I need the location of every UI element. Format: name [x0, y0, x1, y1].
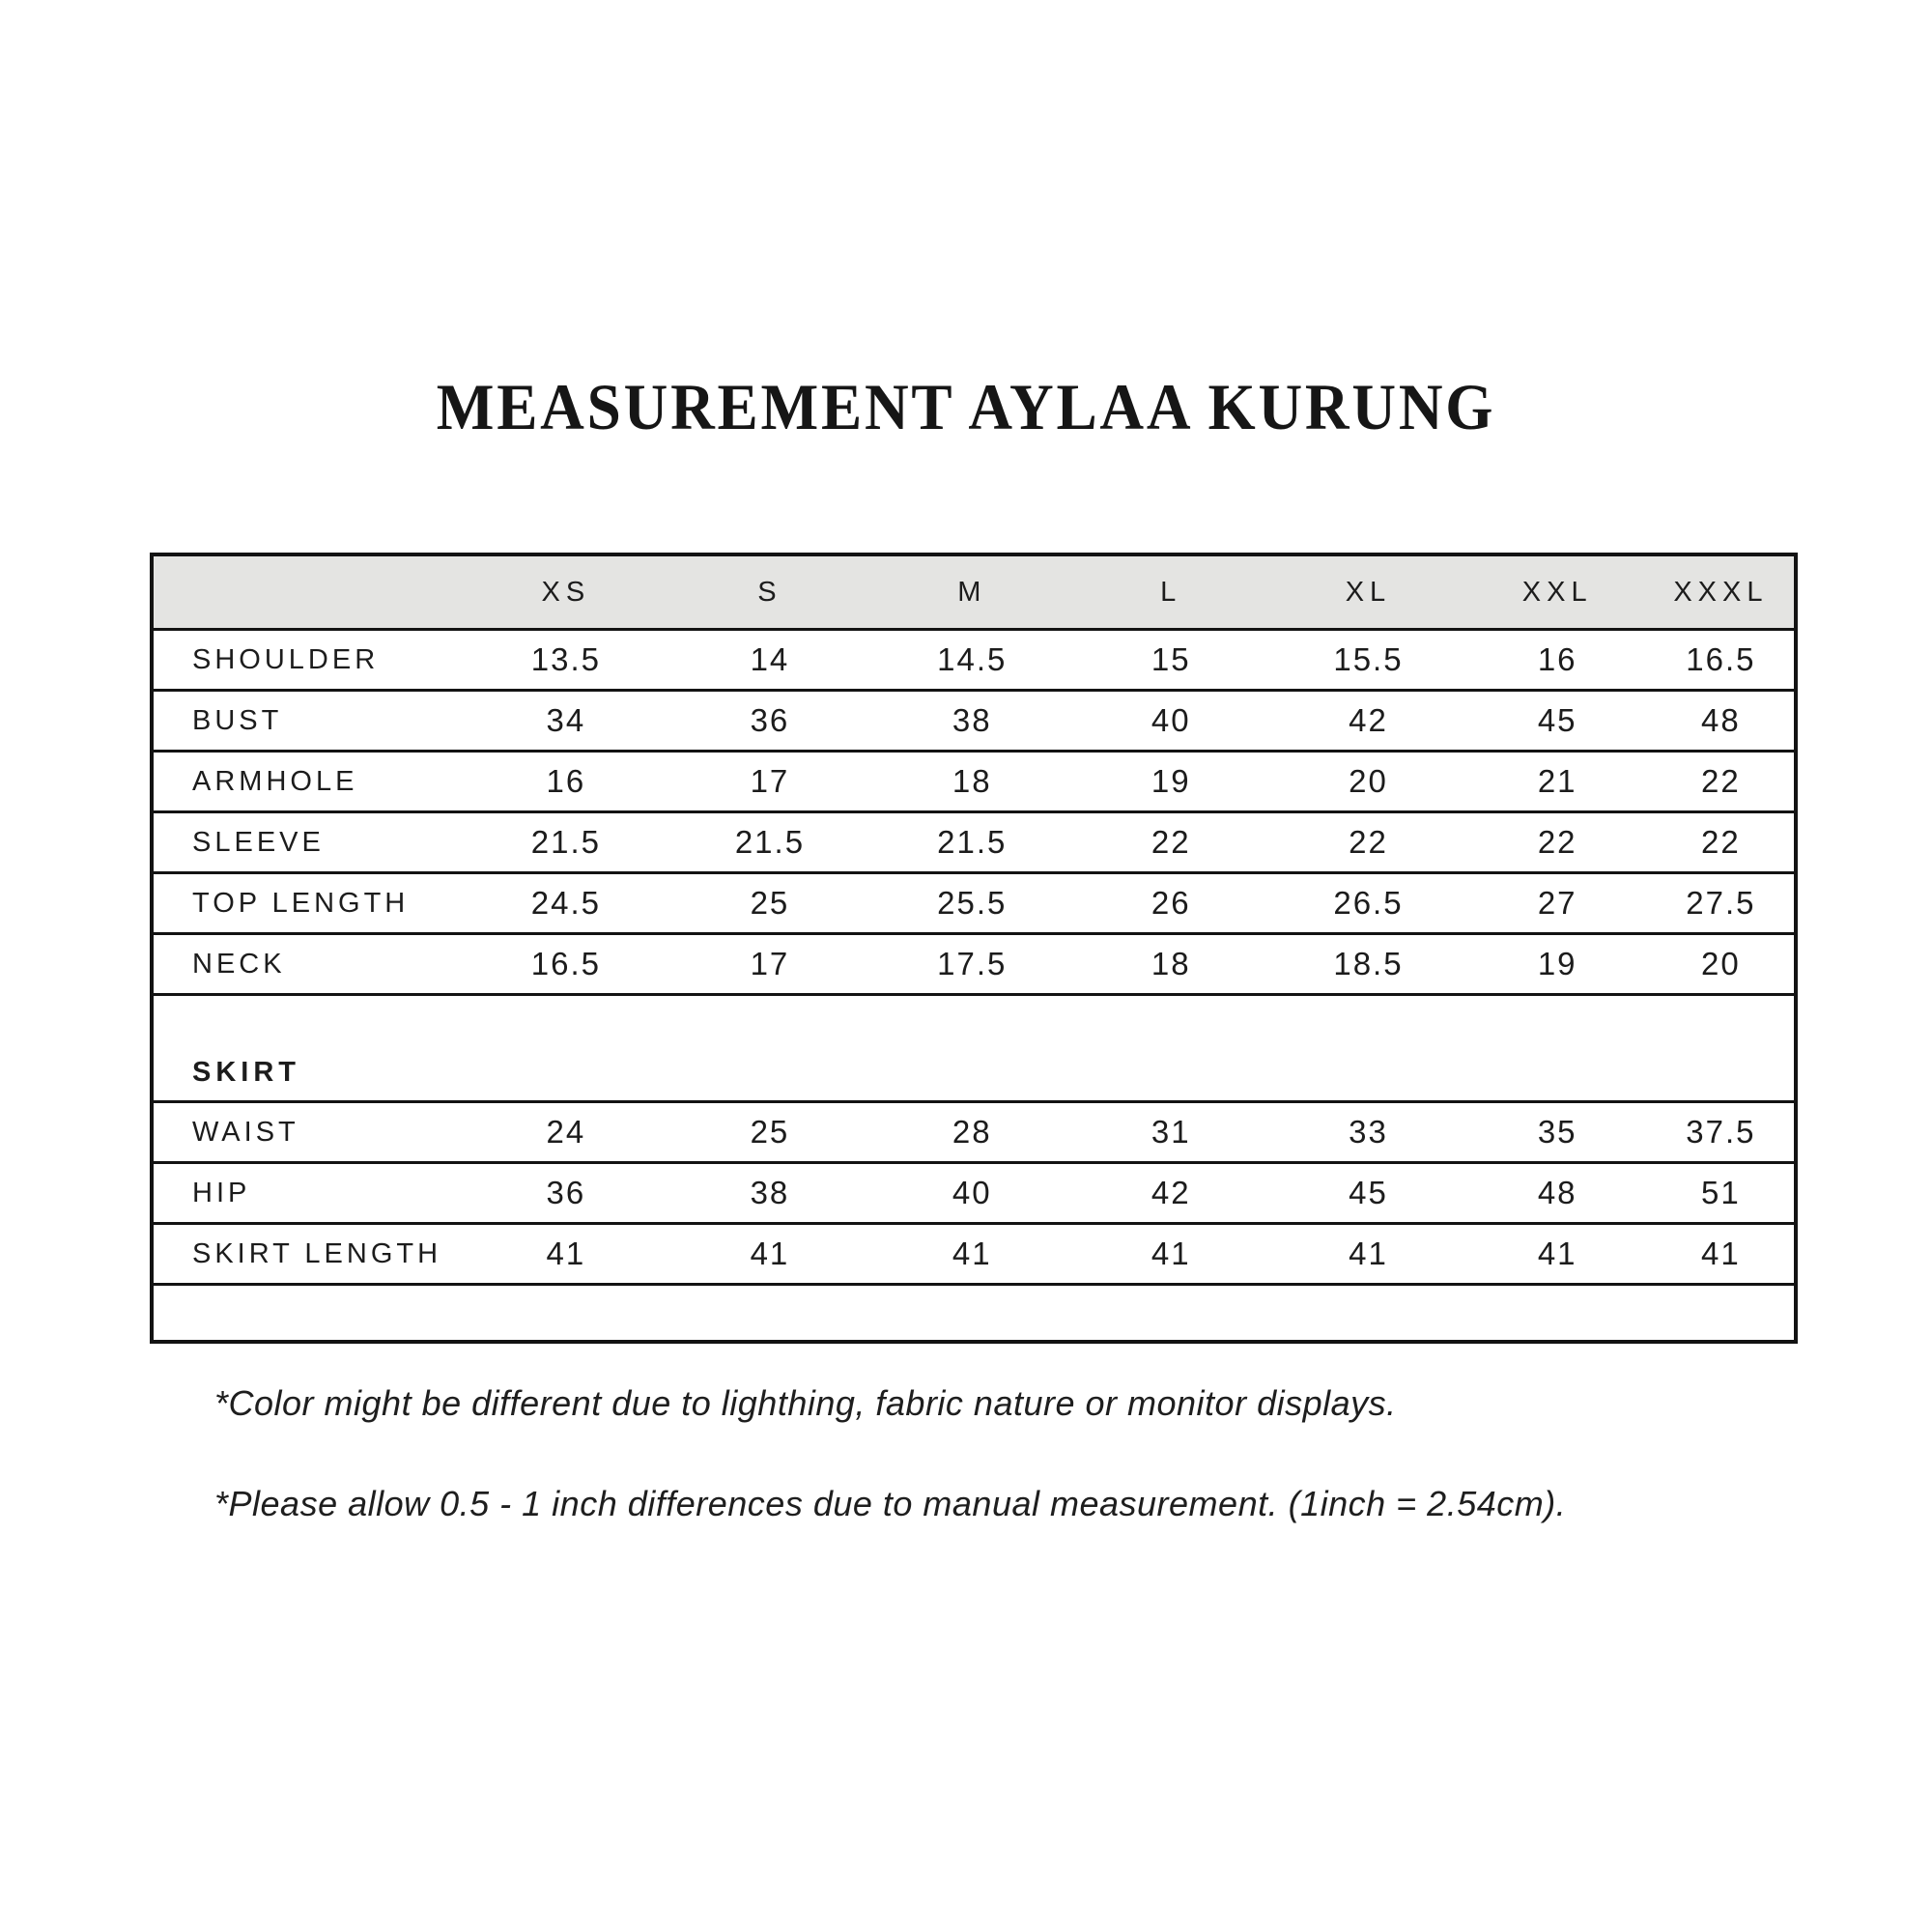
- cell-value: 22: [1349, 824, 1388, 860]
- cell-value: 17: [750, 946, 790, 981]
- cell-value: 16: [546, 763, 586, 799]
- cell-value: 21.5: [937, 824, 1008, 860]
- cell-value: 16.5: [530, 946, 602, 981]
- row-label: HIP: [192, 1177, 251, 1208]
- cell-value: 25: [750, 885, 790, 921]
- row-label: NECK: [192, 948, 286, 980]
- cell-value: 41: [1151, 1236, 1191, 1271]
- cell-value: 45: [1349, 1175, 1388, 1210]
- cell-value: 14.5: [937, 641, 1008, 677]
- size-header-s: S: [668, 554, 871, 630]
- cell-value: 31: [1151, 1114, 1191, 1150]
- cell-value: 41: [1537, 1236, 1577, 1271]
- table-row-waist: [152, 1102, 1796, 1163]
- cell-value: 27.5: [1686, 885, 1756, 921]
- cell-value: 42: [1151, 1175, 1191, 1210]
- cell-value: 16: [1537, 641, 1577, 677]
- row-label: WAIST: [192, 1116, 299, 1148]
- row-label: SKIRT LENGTH: [192, 1237, 442, 1269]
- table-row-bust: [152, 691, 1796, 752]
- cell-value: 45: [1537, 702, 1577, 738]
- table-row-sleeve: [152, 812, 1796, 873]
- cell-value: 48: [1701, 702, 1741, 738]
- cell-value: 16.5: [1686, 641, 1756, 677]
- row-label: TOP LENGTH: [192, 887, 410, 919]
- size-header-row: [152, 554, 1796, 630]
- cell-value: 22: [1701, 824, 1741, 860]
- cell-value: 13.5: [530, 641, 602, 677]
- table-section-skirt: [152, 995, 1796, 1102]
- size-header-xs: XS: [464, 554, 668, 630]
- cell-value: 48: [1537, 1175, 1577, 1210]
- row-label: SHOULDER: [192, 643, 380, 675]
- page-title: MEASUREMENT AYLAA KURUNG: [436, 370, 1496, 443]
- cell-value: 34: [546, 702, 586, 738]
- cell-value: 40: [1151, 702, 1191, 738]
- cell-value: 24: [546, 1114, 586, 1150]
- cell-value: 24.5: [530, 885, 602, 921]
- cell-value: 27: [1537, 885, 1577, 921]
- cell-value: 22: [1537, 824, 1577, 860]
- row-label: BUST: [192, 704, 283, 736]
- cell-value: 19: [1151, 763, 1191, 799]
- table-row-skirt-length: [152, 1224, 1796, 1285]
- size-header-l: L: [1072, 554, 1269, 630]
- corner-cell: [152, 554, 464, 630]
- empty-cell: [152, 1285, 1796, 1343]
- cell-value: 38: [952, 702, 992, 738]
- cell-value: 36: [750, 702, 790, 738]
- cell-value: 20: [1701, 946, 1741, 981]
- cell-value: 17: [750, 763, 790, 799]
- cell-value: 21: [1537, 763, 1577, 799]
- row-label: ARMHOLE: [192, 765, 358, 797]
- measurement-table: [150, 553, 1798, 1344]
- cell-value: 17.5: [937, 946, 1008, 981]
- size-header-xxl: XXL: [1467, 554, 1648, 630]
- footnote-measurement: *Please allow 0.5 - 1 inch differences due to manual measurement. (1inch = 2.54cm).: [214, 1484, 1567, 1523]
- cell-value: 21.5: [734, 824, 806, 860]
- cell-value: 22: [1151, 824, 1191, 860]
- cell-value: 18: [1151, 946, 1191, 981]
- cell-value: 26: [1151, 885, 1191, 921]
- table-empty-row: [152, 1285, 1796, 1343]
- cell-value: 42: [1349, 702, 1388, 738]
- footnotes: [214, 1383, 1566, 1584]
- cell-value: 18.5: [1333, 946, 1404, 981]
- cell-value: 51: [1701, 1175, 1741, 1210]
- cell-value: 35: [1537, 1114, 1577, 1150]
- cell-value: 38: [750, 1175, 790, 1210]
- cell-value: 18: [952, 763, 992, 799]
- cell-value: 15.5: [1333, 641, 1404, 677]
- footnote-color: *Color might be different due to lighthing, fabric nature or monitor displays.: [214, 1383, 1397, 1423]
- cell-value: 41: [1349, 1236, 1388, 1271]
- cell-value: 26.5: [1333, 885, 1404, 921]
- cell-value: 15: [1151, 641, 1191, 677]
- cell-value: 28: [952, 1114, 992, 1150]
- cell-value: 20: [1349, 763, 1388, 799]
- row-label: SLEEVE: [192, 826, 325, 858]
- table-row-shoulder: [152, 630, 1796, 691]
- cell-value: 41: [1701, 1236, 1741, 1271]
- cell-value: 41: [546, 1236, 586, 1271]
- cell-value: 21.5: [530, 824, 602, 860]
- cell-value: 14: [750, 641, 790, 677]
- section-label: SKIRT: [192, 1057, 300, 1088]
- table-row-top-length: [152, 873, 1796, 934]
- cell-value: 22: [1701, 763, 1741, 799]
- size-header-xl: XL: [1269, 554, 1466, 630]
- cell-value: 37.5: [1686, 1114, 1756, 1150]
- cell-value: 41: [750, 1236, 790, 1271]
- size-header-m: M: [871, 554, 1072, 630]
- size-header-xxxl: XXXL: [1648, 554, 1796, 630]
- cell-value: 25: [750, 1114, 790, 1150]
- cell-value: 33: [1349, 1114, 1388, 1150]
- table-row-neck: [152, 934, 1796, 995]
- table-row-hip: [152, 1163, 1796, 1224]
- cell-value: 19: [1537, 946, 1577, 981]
- section-spacer: [464, 995, 1796, 1102]
- cell-value: 25.5: [937, 885, 1008, 921]
- cell-value: 40: [952, 1175, 992, 1210]
- table-row-armhole: [152, 752, 1796, 812]
- cell-value: 36: [546, 1175, 586, 1210]
- cell-value: 41: [952, 1236, 992, 1271]
